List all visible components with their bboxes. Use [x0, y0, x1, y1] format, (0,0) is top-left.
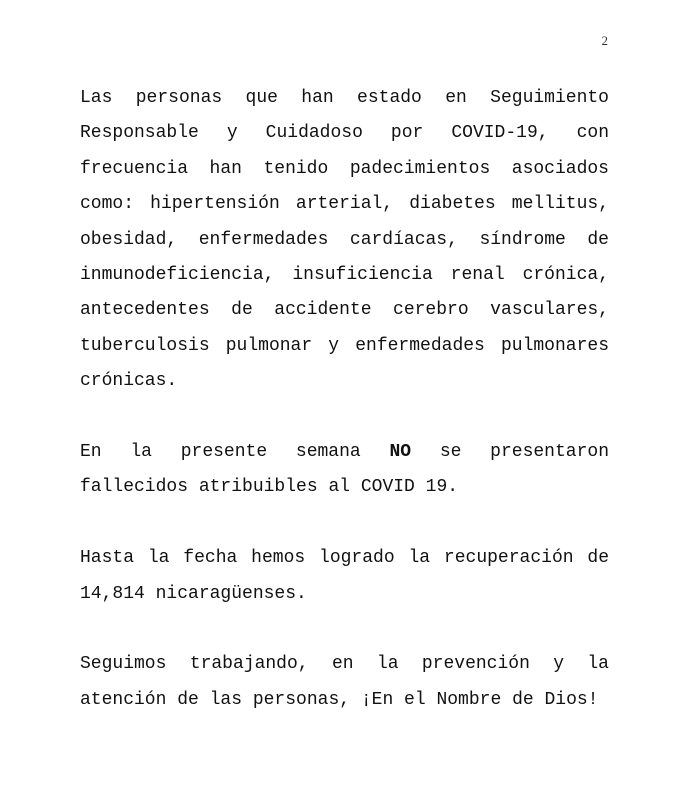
paragraph-closing: Seguimos trabajando, en la prevención y la atención de las personas, ¡En el Nombre de Dios!: [80, 654, 609, 710]
paragraph-spacer: [80, 612, 609, 647]
paragraph-deaths-end: se presentaron fallecidos atribuibles al COVID 19.: [80, 442, 609, 498]
paragraph-recoveries: Hasta la fecha hemos logrado la recuperación de 14,814 nicaragüenses.: [80, 548, 609, 604]
paragraph-spacer: [80, 400, 609, 435]
paragraph-deaths: [80, 435, 609, 506]
paragraph-comorbidities: Las personas que han estado en Seguimiento Responsable y Cuidadoso por COVID-19, con frecuencia han tenido padecimientos asociados como: hipertensión arterial, diabetes mellitus, obesidad, enfermedades cardíacas, síndrome de inmunodeficiencia, insuficiencia renal crónica, antecedentes de accidente cerebro vasculares, tuberculosis pulmonar y enfermedades pulmonares crónicas.: [80, 88, 609, 392]
paragraph-spacer: [80, 506, 609, 541]
page-number: 2: [601, 33, 608, 48]
document-body: [80, 81, 609, 718]
paragraph-deaths-start: En la presente semana: [80, 442, 390, 463]
emphasis-no: NO: [389, 442, 412, 463]
